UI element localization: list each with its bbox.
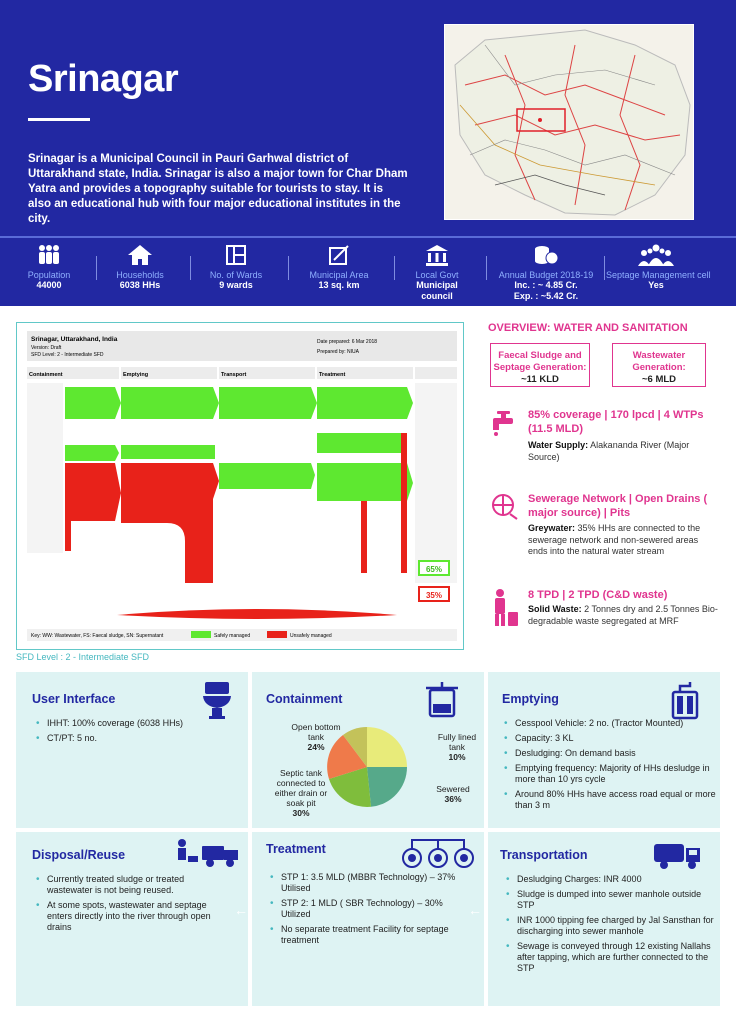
sfd-level: SFD Level: 2 - Intermediate SFD	[31, 352, 104, 358]
stat-local-govt: Local Govt Municipal council	[402, 242, 472, 302]
sfd-col-emptying: Emptying	[123, 372, 149, 378]
sfd-version: Version: Draft	[31, 345, 62, 351]
safe-percentage: 65%	[425, 565, 443, 574]
sanitation-chain	[16, 672, 720, 1006]
stat-budget: Annual Budget 2018-19 Inc. : ~ 4.85 Cr. Exp. : ~5.42 Cr.	[490, 242, 602, 302]
stat-divider	[486, 256, 487, 280]
stat-area: Municipal Area 13 sq. km	[296, 242, 382, 291]
panel-emptying: Emptying • Cesspool Vehicle: 2 no. (Tractor Mounted) • Capacity: 3 KL • Desludging: On demand basis • Emptying frequency: Majority of HHs desludge in more than 10 yrs cycle • Around 80% HHs have access road equal or more than 3 m	[488, 672, 720, 828]
government-building-icon	[402, 242, 472, 268]
title-underline	[28, 118, 90, 121]
sfd-date: Date prepared: 6 Mar 2018	[317, 339, 378, 345]
sfd-heading: Srinagar, Uttarakhand, India	[31, 336, 118, 343]
money-icon	[490, 242, 602, 268]
page-title: Srinagar	[28, 58, 179, 100]
location-map	[444, 24, 694, 220]
panel-disposal: Disposal/Reuse • Currently treated sludge or treated wastewater is not being reused. • At some spots, wastewater and septage enters directly into the river through open drains	[16, 832, 248, 1006]
sfd-col-treatment: Treatment	[319, 372, 346, 378]
person-bin-icon	[490, 588, 520, 633]
sfd-caption: SFD Level : 2 - Intermediate SFD	[16, 652, 150, 662]
legend-unsafe: Unsafely managed	[290, 633, 332, 639]
stat-septage-cell: Septage Management cell Yes	[606, 242, 706, 291]
sewerage-item: Sewerage Network | Open Drains ( major source) | Pits Greywater: 35% HHs are connected to the sewerage network and non-sewered areas ends into the natural water stream	[490, 492, 720, 562]
solid-waste-item: 8 TPD | 2 TPD (C&D waste) Solid Waste: 2 Tonnes dry and 2.5 Tonnes Bio-degradable waste segregated at MRF	[490, 588, 720, 634]
tanker-truck-icon	[652, 840, 702, 875]
panel-containment: Containment Open bottom tank 24% Fully lined tank 10% Septic tank connected to either drain or soak pit 30% Sewered 36%	[252, 672, 484, 828]
water-supply-item: 85% coverage | 170 lpcd | 4 WTPs (11.5 MLD) Water Supply: Alakananda River (Major Source)	[490, 408, 720, 468]
stat-divider	[96, 256, 97, 280]
stat-divider	[190, 256, 191, 280]
stat-population: Population 44000	[14, 242, 84, 291]
legend-safe: Safely managed	[214, 633, 251, 639]
stat-divider	[394, 256, 395, 280]
sfd-col-containment: Containment	[29, 372, 63, 378]
stat-wards: No. of Wards 9 wards	[200, 242, 272, 291]
unsafe-percentage: 35%	[425, 591, 443, 600]
intro-text: Srinagar is a Municipal Council in Pauri Garhwal district of Uttarakhand state, India. Srinagar is also a major town for Char Dham Yatra and provides a topography suitable for tourists to stay. It is also an educational hub with four major educational institutes in the city.	[28, 153, 408, 225]
stat-divider	[604, 256, 605, 280]
group-icon	[606, 242, 706, 268]
wastewater-box: Wastewater Generation: ~6 MLD	[612, 343, 706, 387]
stat-divider	[288, 256, 289, 280]
toilet-icon	[202, 680, 232, 725]
ward-map-icon	[200, 242, 272, 268]
tank-icon	[424, 680, 460, 725]
tap-icon	[490, 408, 520, 443]
sfd-col-transport: Transport	[221, 372, 247, 378]
panel-treatment: Treatment • STP 1: 3.5 MLD (MBBR Technology) – 37% Utilised • STP 2: 1 MLD ( SBR Technology) – 30% Utilized • No separate treatment Facility for septage treatment	[252, 832, 484, 1006]
stat-households: Households 6038 HHs	[104, 242, 176, 291]
sfd-key: Key: WW: Wastewater, FS: Faecal sludge, SN: Supernatant	[31, 633, 164, 639]
sfd-prepared-by: Prepared by: NIUA	[317, 349, 359, 355]
panel-user-interface: User Interface • IHHT: 100% coverage (6038 HHs) • CT/PT: 5 no.	[16, 672, 248, 828]
people-icon	[14, 242, 84, 268]
treatment-plant-icon	[400, 836, 476, 875]
panel-transportation: Transportation • Desludging Charges: INR 4000 • Sludge is dumped into sewer manhole outside STP • INR 1000 tipping fee charged by Jal Sansthan for discharging into sewer manhole • Sewage is conveyed through 12 existing Nallahs after tapping, which are further connected to the STP	[488, 832, 720, 1006]
flow-arrow-left: ←	[234, 902, 248, 918]
faecal-sludge-box: Faecal Sludge and Septage Generation: ~11 KLD	[490, 343, 590, 387]
overview-title: OVERVIEW: WATER AND SANITATION	[488, 322, 688, 334]
house-icon	[104, 242, 176, 268]
flow-arrow-left: ←	[468, 902, 482, 918]
sewer-network-icon	[490, 492, 520, 527]
sfd-diagram	[16, 322, 464, 650]
disposal-truck-icon	[172, 838, 244, 873]
area-icon	[296, 242, 382, 268]
